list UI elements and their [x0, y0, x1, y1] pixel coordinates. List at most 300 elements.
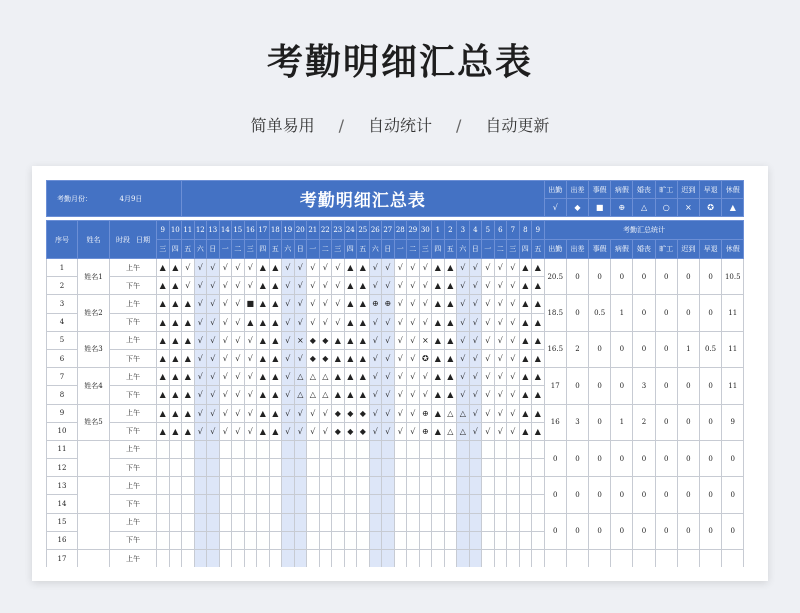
attendance-cell[interactable]: √ — [207, 386, 220, 404]
attendance-cell[interactable]: ▲ — [257, 404, 270, 422]
attendance-cell[interactable] — [482, 495, 495, 513]
attendance-cell[interactable]: √ — [469, 313, 482, 331]
attendance-cell[interactable]: ▲ — [257, 331, 270, 349]
attendance-cell[interactable]: √ — [219, 259, 232, 277]
attendance-cell[interactable]: √ — [244, 277, 257, 295]
attendance-cell[interactable] — [419, 513, 432, 531]
attendance-cell[interactable]: ▲ — [432, 368, 445, 386]
attendance-cell[interactable] — [519, 477, 532, 495]
attendance-cell[interactable] — [482, 513, 495, 531]
attendance-cell[interactable] — [382, 440, 395, 458]
attendance-cell[interactable] — [394, 459, 407, 477]
attendance-cell[interactable] — [469, 531, 482, 549]
attendance-cell[interactable]: ▲ — [157, 331, 170, 349]
attendance-cell[interactable]: ▲ — [357, 259, 370, 277]
attendance-cell[interactable]: ▲ — [444, 277, 457, 295]
attendance-cell[interactable]: △ — [457, 422, 470, 440]
attendance-cell[interactable]: √ — [207, 349, 220, 367]
attendance-cell[interactable]: √ — [369, 349, 382, 367]
attendance-cell[interactable]: ▲ — [532, 404, 545, 422]
attendance-cell[interactable] — [444, 440, 457, 458]
attendance-cell[interactable]: ▲ — [432, 313, 445, 331]
attendance-cell[interactable] — [219, 495, 232, 513]
attendance-cell[interactable] — [482, 531, 495, 549]
attendance-cell[interactable]: √ — [207, 313, 220, 331]
attendance-cell[interactable]: ⊕ — [419, 422, 432, 440]
attendance-cell[interactable]: √ — [194, 259, 207, 277]
attendance-cell[interactable] — [457, 477, 470, 495]
attendance-cell[interactable]: √ — [294, 277, 307, 295]
attendance-cell[interactable]: √ — [482, 331, 495, 349]
attendance-cell[interactable] — [332, 531, 345, 549]
attendance-cell[interactable]: ▲ — [157, 259, 170, 277]
attendance-cell[interactable]: ▲ — [432, 277, 445, 295]
attendance-cell[interactable]: ▲ — [157, 349, 170, 367]
attendance-cell[interactable]: △ — [319, 386, 332, 404]
attendance-cell[interactable]: ▲ — [444, 349, 457, 367]
attendance-cell[interactable] — [332, 495, 345, 513]
attendance-cell[interactable]: √ — [469, 277, 482, 295]
attendance-cell[interactable]: ▲ — [344, 259, 357, 277]
attendance-cell[interactable]: △ — [457, 404, 470, 422]
attendance-cell[interactable] — [269, 459, 282, 477]
attendance-cell[interactable]: △ — [294, 386, 307, 404]
attendance-cell[interactable]: √ — [419, 368, 432, 386]
attendance-cell[interactable]: ▲ — [532, 349, 545, 367]
attendance-cell[interactable] — [457, 550, 470, 568]
attendance-cell[interactable]: ▲ — [257, 259, 270, 277]
attendance-cell[interactable]: ▲ — [332, 331, 345, 349]
attendance-cell[interactable]: ▲ — [357, 349, 370, 367]
attendance-cell[interactable] — [532, 513, 545, 531]
attendance-cell[interactable] — [369, 440, 382, 458]
attendance-cell[interactable]: √ — [469, 422, 482, 440]
attendance-cell[interactable] — [232, 459, 245, 477]
attendance-cell[interactable] — [219, 440, 232, 458]
attendance-cell[interactable] — [282, 477, 295, 495]
attendance-cell[interactable]: √ — [282, 386, 295, 404]
attendance-cell[interactable] — [332, 459, 345, 477]
attendance-cell[interactable]: ▲ — [519, 259, 532, 277]
attendance-cell[interactable]: ▲ — [344, 368, 357, 386]
attendance-cell[interactable]: √ — [219, 349, 232, 367]
attendance-cell[interactable] — [307, 459, 320, 477]
attendance-cell[interactable]: √ — [319, 313, 332, 331]
attendance-cell[interactable] — [469, 440, 482, 458]
attendance-cell[interactable] — [169, 459, 182, 477]
attendance-cell[interactable]: △ — [444, 422, 457, 440]
attendance-cell[interactable]: √ — [244, 422, 257, 440]
attendance-cell[interactable] — [269, 513, 282, 531]
attendance-cell[interactable]: √ — [194, 422, 207, 440]
attendance-cell[interactable] — [507, 495, 520, 513]
attendance-cell[interactable] — [444, 531, 457, 549]
attendance-cell[interactable] — [344, 477, 357, 495]
attendance-cell[interactable]: √ — [307, 313, 320, 331]
attendance-cell[interactable] — [369, 550, 382, 568]
attendance-cell[interactable]: ◆ — [344, 422, 357, 440]
attendance-cell[interactable] — [157, 550, 170, 568]
attendance-cell[interactable]: √ — [469, 331, 482, 349]
attendance-cell[interactable] — [457, 513, 470, 531]
attendance-cell[interactable] — [519, 495, 532, 513]
attendance-cell[interactable]: √ — [482, 349, 495, 367]
attendance-cell[interactable] — [407, 495, 420, 513]
attendance-cell[interactable]: ▲ — [532, 422, 545, 440]
attendance-cell[interactable]: √ — [457, 386, 470, 404]
attendance-cell[interactable]: ▲ — [357, 331, 370, 349]
attendance-cell[interactable]: √ — [382, 277, 395, 295]
attendance-cell[interactable] — [157, 459, 170, 477]
attendance-cell[interactable]: ▲ — [532, 277, 545, 295]
attendance-cell[interactable]: √ — [232, 295, 245, 313]
attendance-cell[interactable] — [494, 550, 507, 568]
attendance-cell[interactable] — [432, 440, 445, 458]
attendance-cell[interactable] — [207, 531, 220, 549]
attendance-cell[interactable]: √ — [219, 277, 232, 295]
attendance-cell[interactable]: √ — [219, 295, 232, 313]
attendance-cell[interactable]: √ — [482, 422, 495, 440]
attendance-cell[interactable] — [232, 513, 245, 531]
attendance-cell[interactable] — [532, 531, 545, 549]
attendance-cell[interactable]: ◆ — [307, 349, 320, 367]
attendance-cell[interactable]: ▲ — [357, 277, 370, 295]
attendance-cell[interactable]: √ — [182, 259, 195, 277]
attendance-cell[interactable]: √ — [507, 313, 520, 331]
attendance-cell[interactable]: √ — [319, 259, 332, 277]
attendance-cell[interactable]: √ — [394, 404, 407, 422]
attendance-cell[interactable]: √ — [457, 277, 470, 295]
attendance-cell[interactable] — [282, 495, 295, 513]
attendance-cell[interactable] — [394, 477, 407, 495]
attendance-cell[interactable]: √ — [282, 259, 295, 277]
attendance-cell[interactable]: √ — [482, 368, 495, 386]
attendance-cell[interactable]: ▲ — [269, 313, 282, 331]
attendance-cell[interactable]: ▲ — [257, 313, 270, 331]
attendance-cell[interactable]: √ — [394, 422, 407, 440]
attendance-cell[interactable]: ▲ — [344, 331, 357, 349]
attendance-cell[interactable] — [232, 550, 245, 568]
attendance-cell[interactable]: √ — [407, 295, 420, 313]
attendance-cell[interactable]: ▲ — [344, 386, 357, 404]
attendance-cell[interactable]: √ — [494, 259, 507, 277]
attendance-cell[interactable] — [494, 495, 507, 513]
attendance-cell[interactable]: ▲ — [257, 295, 270, 313]
attendance-cell[interactable]: √ — [507, 386, 520, 404]
attendance-cell[interactable] — [532, 550, 545, 568]
attendance-cell[interactable] — [157, 477, 170, 495]
attendance-cell[interactable]: √ — [382, 259, 395, 277]
attendance-cell[interactable] — [494, 477, 507, 495]
attendance-cell[interactable] — [182, 531, 195, 549]
attendance-cell[interactable]: √ — [419, 259, 432, 277]
attendance-cell[interactable] — [344, 495, 357, 513]
attendance-cell[interactable]: ▲ — [269, 386, 282, 404]
attendance-cell[interactable] — [194, 495, 207, 513]
attendance-cell[interactable] — [432, 495, 445, 513]
attendance-cell[interactable]: √ — [507, 422, 520, 440]
attendance-cell[interactable] — [507, 531, 520, 549]
attendance-cell[interactable] — [194, 550, 207, 568]
attendance-cell[interactable]: √ — [319, 277, 332, 295]
attendance-cell[interactable]: √ — [232, 277, 245, 295]
attendance-cell[interactable] — [319, 477, 332, 495]
attendance-cell[interactable]: √ — [457, 259, 470, 277]
attendance-cell[interactable]: ▲ — [444, 313, 457, 331]
attendance-cell[interactable]: ▲ — [432, 331, 445, 349]
attendance-cell[interactable] — [269, 440, 282, 458]
attendance-cell[interactable]: ▲ — [519, 313, 532, 331]
attendance-cell[interactable] — [357, 531, 370, 549]
attendance-cell[interactable] — [469, 459, 482, 477]
attendance-cell[interactable]: ▲ — [182, 295, 195, 313]
attendance-cell[interactable]: √ — [332, 295, 345, 313]
attendance-cell[interactable] — [244, 495, 257, 513]
attendance-cell[interactable]: √ — [307, 259, 320, 277]
attendance-cell[interactable] — [394, 531, 407, 549]
attendance-cell[interactable] — [157, 531, 170, 549]
attendance-cell[interactable]: √ — [407, 404, 420, 422]
attendance-cell[interactable] — [457, 531, 470, 549]
attendance-cell[interactable]: √ — [244, 349, 257, 367]
attendance-cell[interactable] — [344, 440, 357, 458]
attendance-cell[interactable]: √ — [394, 277, 407, 295]
attendance-cell[interactable]: ▲ — [182, 368, 195, 386]
attendance-cell[interactable]: √ — [457, 331, 470, 349]
attendance-cell[interactable]: √ — [382, 386, 395, 404]
attendance-cell[interactable] — [294, 459, 307, 477]
attendance-cell[interactable] — [244, 550, 257, 568]
attendance-cell[interactable]: ◆ — [307, 331, 320, 349]
attendance-cell[interactable] — [432, 459, 445, 477]
attendance-cell[interactable]: √ — [482, 259, 495, 277]
attendance-cell[interactable] — [319, 531, 332, 549]
attendance-cell[interactable]: √ — [507, 404, 520, 422]
attendance-cell[interactable]: √ — [482, 295, 495, 313]
attendance-cell[interactable]: √ — [282, 422, 295, 440]
attendance-cell[interactable]: ▲ — [519, 349, 532, 367]
attendance-cell[interactable] — [232, 440, 245, 458]
attendance-cell[interactable]: √ — [482, 313, 495, 331]
attendance-cell[interactable]: √ — [494, 313, 507, 331]
attendance-cell[interactable]: ▲ — [169, 331, 182, 349]
attendance-cell[interactable]: √ — [494, 277, 507, 295]
attendance-cell[interactable] — [307, 477, 320, 495]
attendance-cell[interactable]: √ — [232, 422, 245, 440]
attendance-cell[interactable]: √ — [469, 295, 482, 313]
attendance-cell[interactable] — [519, 513, 532, 531]
attendance-cell[interactable]: √ — [282, 295, 295, 313]
attendance-cell[interactable]: √ — [219, 313, 232, 331]
attendance-cell[interactable]: ▲ — [169, 368, 182, 386]
attendance-cell[interactable] — [157, 513, 170, 531]
attendance-cell[interactable]: ▲ — [269, 259, 282, 277]
attendance-cell[interactable]: √ — [332, 313, 345, 331]
attendance-cell[interactable]: ▲ — [357, 368, 370, 386]
attendance-cell[interactable]: √ — [307, 404, 320, 422]
attendance-cell[interactable] — [182, 477, 195, 495]
attendance-cell[interactable]: √ — [369, 368, 382, 386]
attendance-cell[interactable]: √ — [419, 313, 432, 331]
attendance-cell[interactable]: ◆ — [344, 404, 357, 422]
attendance-cell[interactable] — [507, 513, 520, 531]
attendance-cell[interactable] — [457, 459, 470, 477]
attendance-cell[interactable] — [457, 495, 470, 513]
attendance-cell[interactable]: ▲ — [432, 404, 445, 422]
attendance-cell[interactable] — [294, 550, 307, 568]
attendance-cell[interactable] — [169, 513, 182, 531]
attendance-cell[interactable] — [357, 550, 370, 568]
attendance-cell[interactable] — [332, 477, 345, 495]
attendance-cell[interactable]: √ — [394, 259, 407, 277]
attendance-cell[interactable] — [419, 531, 432, 549]
attendance-cell[interactable] — [307, 495, 320, 513]
attendance-cell[interactable] — [407, 550, 420, 568]
attendance-cell[interactable] — [507, 459, 520, 477]
attendance-cell[interactable] — [394, 495, 407, 513]
attendance-cell[interactable] — [244, 459, 257, 477]
attendance-cell[interactable]: × — [419, 331, 432, 349]
attendance-cell[interactable]: √ — [369, 277, 382, 295]
attendance-cell[interactable]: √ — [194, 331, 207, 349]
attendance-cell[interactable]: √ — [407, 259, 420, 277]
attendance-cell[interactable]: ▲ — [357, 295, 370, 313]
attendance-cell[interactable] — [319, 513, 332, 531]
attendance-cell[interactable] — [232, 477, 245, 495]
attendance-cell[interactable] — [519, 550, 532, 568]
attendance-cell[interactable]: ▲ — [257, 368, 270, 386]
attendance-cell[interactable]: √ — [232, 349, 245, 367]
attendance-cell[interactable]: ▲ — [332, 349, 345, 367]
attendance-cell[interactable]: ▲ — [432, 295, 445, 313]
attendance-cell[interactable]: ◆ — [319, 349, 332, 367]
attendance-cell[interactable]: √ — [194, 295, 207, 313]
attendance-cell[interactable] — [307, 513, 320, 531]
attendance-cell[interactable]: ▲ — [169, 349, 182, 367]
attendance-cell[interactable]: ▲ — [244, 313, 257, 331]
attendance-cell[interactable]: √ — [382, 368, 395, 386]
attendance-cell[interactable]: √ — [507, 259, 520, 277]
attendance-cell[interactable]: √ — [494, 331, 507, 349]
attendance-cell[interactable]: √ — [194, 349, 207, 367]
attendance-cell[interactable] — [469, 495, 482, 513]
attendance-cell[interactable]: √ — [482, 386, 495, 404]
attendance-cell[interactable]: ▲ — [519, 331, 532, 349]
attendance-cell[interactable]: ▲ — [432, 349, 445, 367]
attendance-cell[interactable]: √ — [244, 368, 257, 386]
attendance-cell[interactable] — [282, 513, 295, 531]
attendance-cell[interactable]: √ — [294, 313, 307, 331]
attendance-cell[interactable] — [232, 495, 245, 513]
attendance-cell[interactable]: ■ — [244, 295, 257, 313]
attendance-cell[interactable] — [294, 440, 307, 458]
attendance-cell[interactable]: ▲ — [532, 331, 545, 349]
attendance-cell[interactable] — [219, 459, 232, 477]
attendance-cell[interactable] — [419, 477, 432, 495]
attendance-cell[interactable]: √ — [369, 404, 382, 422]
attendance-cell[interactable]: √ — [207, 259, 220, 277]
attendance-cell[interactable] — [207, 513, 220, 531]
attendance-cell[interactable] — [369, 459, 382, 477]
attendance-cell[interactable]: √ — [182, 277, 195, 295]
attendance-cell[interactable] — [344, 531, 357, 549]
attendance-cell[interactable] — [282, 440, 295, 458]
attendance-cell[interactable]: ◆ — [332, 422, 345, 440]
attendance-cell[interactable]: ▲ — [157, 277, 170, 295]
attendance-cell[interactable] — [194, 459, 207, 477]
attendance-cell[interactable]: √ — [332, 277, 345, 295]
attendance-cell[interactable] — [532, 477, 545, 495]
attendance-cell[interactable]: ▲ — [444, 295, 457, 313]
attendance-cell[interactable] — [532, 495, 545, 513]
attendance-cell[interactable] — [182, 550, 195, 568]
attendance-cell[interactable]: √ — [369, 331, 382, 349]
attendance-cell[interactable]: √ — [469, 349, 482, 367]
attendance-cell[interactable] — [244, 513, 257, 531]
attendance-cell[interactable]: √ — [232, 331, 245, 349]
attendance-cell[interactable] — [382, 495, 395, 513]
attendance-cell[interactable] — [294, 495, 307, 513]
attendance-cell[interactable]: △ — [307, 368, 320, 386]
attendance-cell[interactable] — [494, 513, 507, 531]
attendance-cell[interactable]: √ — [419, 295, 432, 313]
attendance-cell[interactable]: √ — [494, 349, 507, 367]
attendance-cell[interactable]: ▲ — [532, 259, 545, 277]
attendance-cell[interactable]: √ — [494, 368, 507, 386]
attendance-cell[interactable] — [257, 459, 270, 477]
attendance-cell[interactable] — [169, 495, 182, 513]
attendance-cell[interactable] — [232, 531, 245, 549]
attendance-cell[interactable] — [269, 531, 282, 549]
attendance-cell[interactable] — [282, 531, 295, 549]
attendance-cell[interactable]: √ — [219, 368, 232, 386]
attendance-cell[interactable] — [519, 440, 532, 458]
attendance-cell[interactable] — [507, 440, 520, 458]
attendance-cell[interactable] — [169, 477, 182, 495]
attendance-cell[interactable] — [344, 513, 357, 531]
attendance-cell[interactable]: √ — [194, 404, 207, 422]
attendance-cell[interactable]: ▲ — [269, 422, 282, 440]
attendance-cell[interactable]: √ — [369, 313, 382, 331]
attendance-cell[interactable] — [219, 531, 232, 549]
attendance-cell[interactable]: √ — [419, 277, 432, 295]
attendance-cell[interactable] — [457, 440, 470, 458]
attendance-cell[interactable] — [307, 440, 320, 458]
attendance-cell[interactable]: √ — [282, 349, 295, 367]
attendance-cell[interactable]: √ — [457, 313, 470, 331]
attendance-cell[interactable] — [494, 440, 507, 458]
attendance-cell[interactable] — [257, 440, 270, 458]
attendance-cell[interactable] — [344, 459, 357, 477]
attendance-cell[interactable]: ▲ — [169, 277, 182, 295]
attendance-cell[interactable]: √ — [219, 331, 232, 349]
attendance-cell[interactable]: √ — [369, 386, 382, 404]
attendance-cell[interactable]: √ — [507, 349, 520, 367]
attendance-cell[interactable]: ▲ — [182, 404, 195, 422]
attendance-cell[interactable]: ▲ — [519, 277, 532, 295]
attendance-cell[interactable] — [182, 459, 195, 477]
attendance-cell[interactable]: √ — [194, 277, 207, 295]
attendance-cell[interactable]: ▲ — [444, 259, 457, 277]
attendance-cell[interactable] — [444, 477, 457, 495]
attendance-cell[interactable]: ▲ — [257, 349, 270, 367]
attendance-cell[interactable] — [407, 477, 420, 495]
attendance-cell[interactable] — [307, 531, 320, 549]
attendance-cell[interactable]: ▲ — [332, 386, 345, 404]
attendance-cell[interactable] — [207, 550, 220, 568]
attendance-cell[interactable]: ⊕ — [369, 295, 382, 313]
attendance-cell[interactable] — [482, 477, 495, 495]
